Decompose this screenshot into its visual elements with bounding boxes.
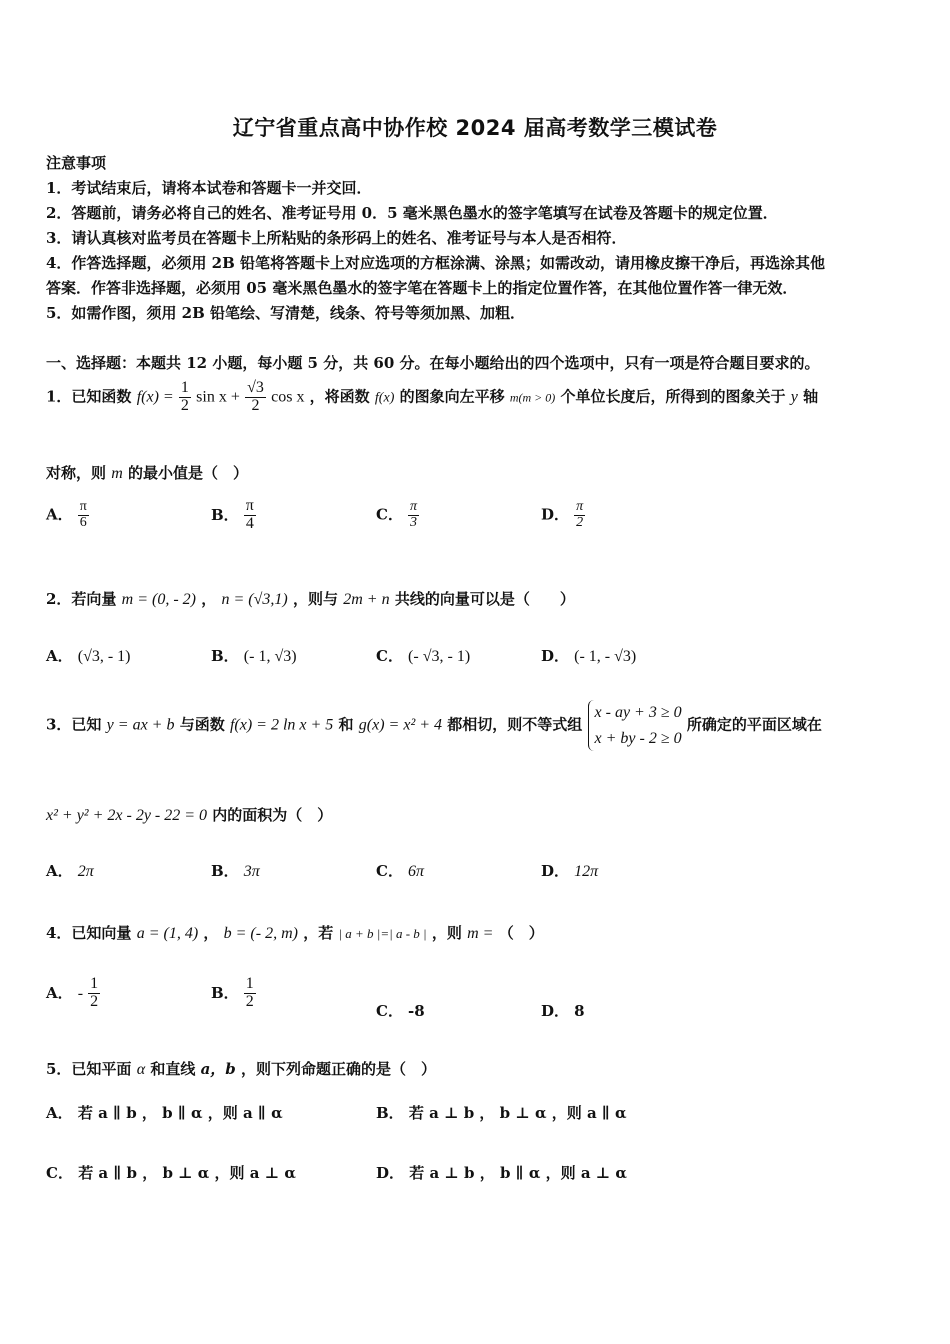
q1-frac-half: $\frac{1}{2}$ — [180, 379, 189, 414]
notice-item-4-cont: 答案．作答非选择题，必须用 05 毫米黑色墨水的签字笔在答题卡上的指定位置作答，在其他位置作答一律无效． — [46, 279, 798, 297]
q4-vector-b: b = (- 2, m) — [223, 925, 298, 942]
q1-frac-root3: $\frac{√3}{2}$ — [247, 379, 264, 414]
question-2: 2．若向量 m = (0, - 2) ， n = (√3,1) ，则与 2m + n 共线的向量可以是（ ） — [46, 590, 575, 608]
question-4: 4．已知向量 a = (1, 4) ， b = (- 2, m) ，若 | a + b |=| a - b | ，则 m = （ ） — [46, 924, 544, 942]
q5-option-b: B． 若 a ⊥ b ， b ⊥ α ，则 a ∥ α — [376, 1104, 627, 1122]
q2-vector-m: m = (0, - 2) — [121, 591, 197, 608]
notice-heading: 注意事项 — [46, 154, 107, 172]
q4-condition: | a + b |=| a - b | — [338, 926, 427, 941]
notice-item-2: 2．答题前，请务必将自己的姓名、准考证号用 0．5 毫米黑色墨水的签字笔填写在试卷及答题卡的规定位置． — [46, 204, 778, 222]
q1-fx: f(x) — [374, 390, 395, 406]
notice-item-1: 1．考试结束后，请将本试卷和答题卡一并交回． — [46, 179, 372, 197]
q3-circle: x² + y² + 2x - 2y - 22 = 0 — [46, 807, 208, 824]
q1-option-a: A． $\frac{\pi}{6}$ — [46, 499, 87, 530]
q3-func-f: f(x) = 2 ln x + 5 — [229, 716, 334, 734]
q1-option-b: B． $\frac{\pi}{4}$ — [211, 497, 254, 532]
q3-option-b: B． 3π — [211, 862, 260, 880]
q4-option-b: B． $\frac{1}{2}$ — [211, 975, 254, 1010]
notice-item-3: 3．请认真核对监考员在答题卡上所粘贴的条形码上的姓名、准考证号与本人是否相符． — [46, 229, 627, 247]
q2-option-d: D． (- 1, - √3) — [541, 647, 637, 665]
question-3: 3．已知 y = ax + b 与函数 f(x) = 2 ln x + 5 和 g(x) = x² + 4 都相切，则不等式组 x - ay + 3 ≥ 0 x + by - 2 ≥ 0 所确定的平面区域在 — [46, 700, 906, 751]
q2-option-c: C． (- √3, - 1) — [376, 647, 471, 665]
q5-alpha: α — [136, 1061, 146, 1078]
q1-text-2: 的图象向左平移 — [399, 387, 505, 406]
q1-func: f(x) = — [136, 388, 174, 406]
notice-item-5: 5．如需作图，须用 2B 铅笔绘、写清楚，线条、符号等须加黑、加粗． — [46, 304, 525, 322]
q4-m: m = — [467, 925, 494, 942]
q5-option-a: A． 若 a ∥ b ， b ∥ α ，则 a ∥ α — [46, 1104, 283, 1122]
q3-line: y = ax + b — [106, 716, 175, 734]
q4-vector-a: a = (1, 4) — [136, 925, 199, 942]
q1-text-3: 个单位长度后，所得到的图象关于 — [560, 387, 786, 406]
q1-text-4: 轴 — [803, 387, 819, 406]
q1-number: 1．已知函数 — [46, 387, 132, 406]
page-title: 辽宁省重点高中协作校 2024 届高考数学三模试卷 — [232, 116, 718, 140]
q3-option-c: C． 6π — [376, 862, 425, 880]
notice-item-4: 4．作答选择题，必须用 2B 铅笔将答题卡上对应选项的方框涂满、涂黑；如需改动，请用橡皮擦干净后，再选涂其他 — [46, 254, 826, 272]
question-5: 5．已知平面 α 和直线 a，b ，则下列命题正确的是（ ） — [46, 1060, 437, 1078]
q1-option-c: C． $\frac{\pi}{3}$ — [376, 499, 418, 530]
question-3-line-2: x² + y² + 2x - 2y - 22 = 0 内的面积为（ ） — [46, 806, 333, 824]
q2-option-a: A． (√3, - 1) — [46, 647, 131, 665]
q1-cos: cos x — [271, 388, 305, 406]
q3-inequality-system: x - ay + 3 ≥ 0 x + by - 2 ≥ 0 — [588, 700, 682, 751]
q2-expr: 2m + n — [343, 591, 390, 608]
q2-vector-n: n = (√3,1) — [221, 591, 288, 608]
q3-option-d: D． 12π — [541, 862, 599, 880]
q3-option-a: A． 2π — [46, 862, 94, 880]
q1-sin: sin x + — [196, 388, 240, 406]
q5-option-d: D． 若 a ⊥ b ， b ∥ α ，则 a ⊥ α — [376, 1164, 627, 1182]
q1-text-1: ，将函数 — [309, 387, 370, 406]
q1-y: y — [790, 388, 798, 406]
q4-option-c: C． -8 — [376, 1002, 425, 1020]
question-1 — [46, 380, 906, 415]
q3-func-g: g(x) = x² + 4 — [358, 716, 443, 734]
q4-option-a: A． - $\frac{1}{2}$ — [46, 975, 99, 1010]
q2-option-b: B． (- 1, √3) — [211, 647, 297, 665]
q5-option-c: C． 若 a ∥ b ， b ⊥ α ，则 a ⊥ α — [46, 1164, 296, 1182]
q1-shift: m(m > 0) — [509, 390, 556, 405]
q1-m: m — [111, 465, 123, 482]
question-1-line-2: 对称，则 m 的最小值是（ ） — [46, 464, 249, 482]
q1-option-d: D． $\frac{\pi}{2}$ — [541, 499, 584, 530]
section-heading: 一、选择题：本题共 12 小题，每小题 5 分，共 60 分。在每小题给出的四个选项中，只有一项是符合题目要求的。 — [46, 354, 820, 372]
q4-option-d: D． 8 — [541, 1002, 585, 1020]
